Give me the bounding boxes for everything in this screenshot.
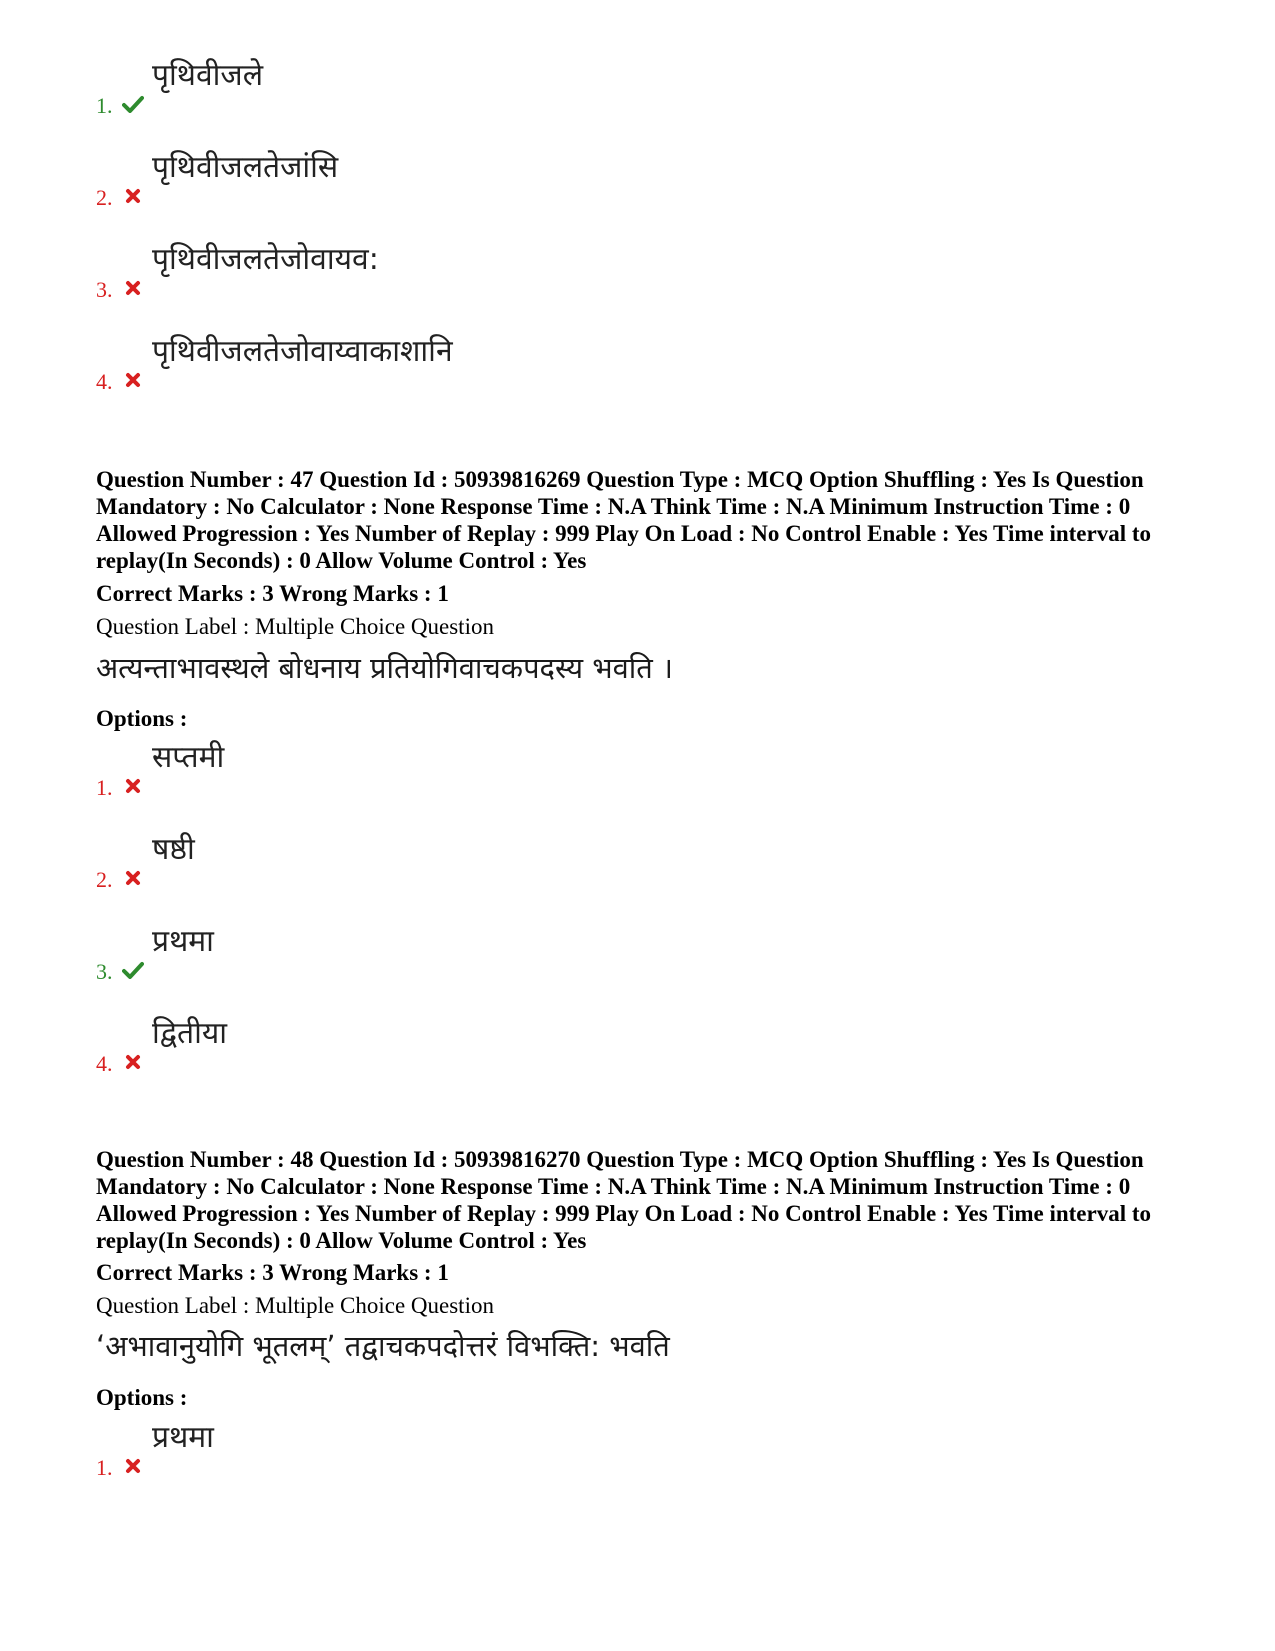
option-text: पृथिवीजलतेजोवायव: bbox=[152, 242, 379, 277]
q47-options-heading: Options : bbox=[96, 706, 188, 731]
option-number: 4. bbox=[96, 369, 113, 394]
prev-option-1 bbox=[96, 58, 796, 118]
q48-question-text: ‘अभावानुयोगि भूतलम्’ तद्वाचकपदोत्तरं विभक्ति: भवति bbox=[96, 1329, 670, 1363]
option-number: 1. bbox=[96, 93, 113, 118]
option-number: 3. bbox=[96, 959, 113, 984]
option-number: 2. bbox=[96, 185, 113, 210]
q47-option-4 bbox=[96, 1016, 796, 1076]
q48-marks: Correct Marks : 3 Wrong Marks : 1 bbox=[96, 1260, 449, 1285]
option-text: पृथिवीजले bbox=[152, 58, 264, 93]
cross-icon bbox=[122, 278, 144, 298]
cross-icon bbox=[122, 370, 144, 390]
prev-option-3 bbox=[96, 242, 796, 302]
q47-meta: Question Number : 47 Question Id : 50939816269 Question Type : MCQ Option Shuffling : Yes Is Question Mandatory : No Calculator : None Response Time : N.A Think Time : N.A Minimum Instruction Time : 0 Allowed Progression : Yes Number of Replay : 999 Play On Load : No Control Enable : Yes Time interval to replay(In Seconds) : 0 Allow Volume Control : Yes bbox=[96, 467, 1152, 573]
option-text: द्वितीया bbox=[152, 1016, 228, 1051]
option-number: 3. bbox=[96, 277, 113, 302]
q48-options-heading: Options : bbox=[96, 1385, 188, 1410]
option-text: सप्तमी bbox=[152, 740, 225, 775]
q47-label: Question Label : Multiple Choice Question bbox=[96, 614, 494, 639]
cross-icon bbox=[122, 776, 144, 796]
cross-icon bbox=[122, 1052, 144, 1072]
option-number: 2. bbox=[96, 867, 113, 892]
check-icon bbox=[122, 960, 144, 980]
check-icon bbox=[122, 94, 144, 114]
option-number: 4. bbox=[96, 1051, 113, 1076]
option-text: प्रथमा bbox=[152, 924, 214, 959]
cross-icon bbox=[122, 868, 144, 888]
option-text: पृथिवीजलतेजांसि bbox=[152, 150, 339, 185]
q47-option-2 bbox=[96, 832, 796, 892]
option-number: 1. bbox=[96, 775, 113, 800]
cross-icon bbox=[122, 186, 144, 206]
q47-marks: Correct Marks : 3 Wrong Marks : 1 bbox=[96, 581, 449, 606]
q48-option-1 bbox=[96, 1420, 796, 1480]
q47-option-3 bbox=[96, 924, 796, 984]
q48-meta: Question Number : 48 Question Id : 50939816270 Question Type : MCQ Option Shuffling : Yes Is Question Mandatory : No Calculator : None Response Time : N.A Think Time : N.A Minimum Instruction Time : 0 Allowed Progression : Yes Number of Replay : 999 Play On Load : No Control Enable : Yes Time interval to replay(In Seconds) : 0 Allow Volume Control : Yes bbox=[96, 1147, 1152, 1253]
prev-option-4 bbox=[96, 334, 796, 394]
q47-option-1 bbox=[96, 740, 796, 800]
option-text: षष्ठी bbox=[152, 832, 195, 867]
option-text: प्रथमा bbox=[152, 1420, 214, 1455]
q48-label: Question Label : Multiple Choice Question bbox=[96, 1293, 494, 1318]
option-text: पृथिवीजलतेजोवाय्वाकाशानि bbox=[152, 334, 453, 369]
q47-question-text: अत्यन्ताभावस्थले बोधनाय प्रतियोगिवाचकपदस्य भवति । bbox=[96, 651, 674, 685]
prev-option-2 bbox=[96, 150, 796, 210]
option-number: 1. bbox=[96, 1455, 113, 1480]
cross-icon bbox=[122, 1456, 144, 1476]
